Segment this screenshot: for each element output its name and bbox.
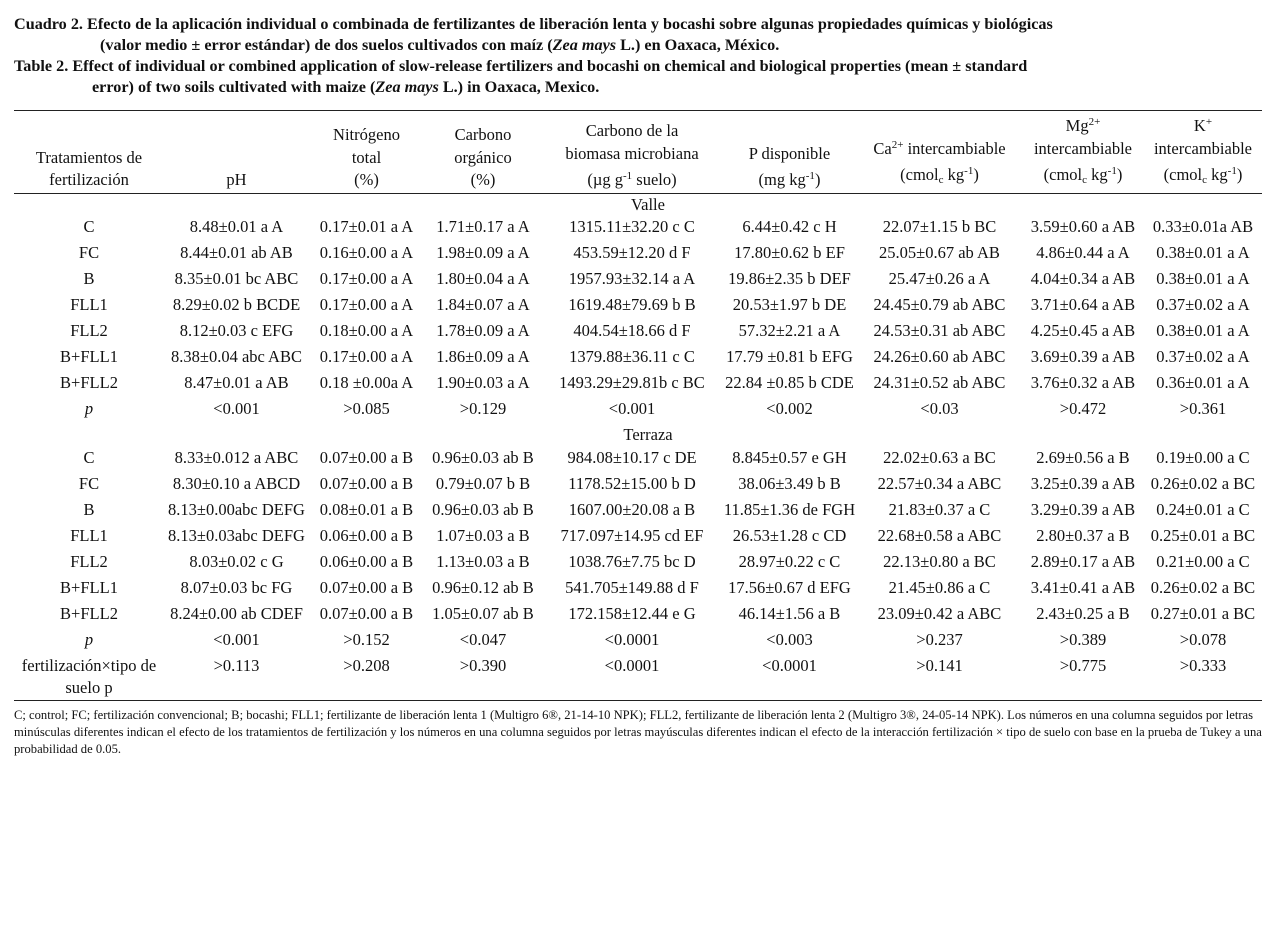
table-body	[14, 193, 1262, 700]
table-cell: 1.07±0.03 a B	[436, 525, 530, 545]
p-value-cell: >0.333	[1144, 655, 1262, 701]
table-cell: 0.08±0.01 a B	[319, 499, 414, 519]
table-row	[14, 551, 1262, 577]
row-label: B+FLL2	[60, 603, 118, 623]
table-cell: 453.59±12.20 d F	[573, 243, 691, 262]
table-cell: 0.96±0.03 ab B	[432, 499, 534, 519]
table-row	[14, 577, 1262, 603]
caption-text: Efecto de la aplicación individual o combinada de fertilizantes de liberación lenta y bocashi sobre algunas propiedades químicas y biológicas	[87, 15, 1053, 33]
table-cell: 0.26±0.02 a BC	[1150, 473, 1256, 493]
table-cell: 25.47±0.26 a A	[888, 269, 991, 288]
table-row	[14, 294, 1262, 320]
table-cell: 21.45±0.86 a C	[888, 577, 991, 597]
table-cell: 1.13±0.03 a B	[436, 551, 530, 571]
header-organic-carbon: Carbono orgánico (%)	[424, 111, 542, 194]
p-value-cell: <0.003	[766, 629, 813, 649]
table-cell: 0.17±0.00 a A	[319, 347, 414, 366]
table-row	[14, 525, 1262, 551]
row-label: fertilización×tipo de suelo p	[14, 655, 164, 701]
table-cell: 0.37±0.02 a A	[1156, 347, 1250, 366]
table-cell: 2.89±0.17 a AB	[1030, 551, 1136, 571]
table-cell: 1315.11±32.20 c C	[569, 217, 695, 236]
table-cell: 20.53±1.97 b DE	[732, 295, 847, 314]
caption-english	[14, 56, 1262, 98]
table-cell: 0.16±0.00 a A	[319, 243, 414, 262]
row-label: p	[84, 399, 94, 418]
table-cell: 717.097±14.95 cd EF	[560, 525, 704, 545]
p-value-cell: >0.078	[1179, 629, 1227, 649]
row-label: C	[83, 217, 95, 236]
table-cell: 1379.88±36.11 c C	[569, 347, 695, 366]
table-cell: 0.17±0.00 a A	[319, 295, 414, 314]
table-cell: 17.79 ±0.81 b EFG	[726, 347, 853, 366]
table-cell: 0.36±0.01 a A	[1156, 373, 1250, 392]
header-calcium: $Ca^{2+}$ intercambiable (cmol$_c$ $kg^{-1}$)	[857, 111, 1022, 194]
row-label: B+FLL1	[60, 347, 118, 366]
table-cell: 8.33±0.012 a ABC	[174, 447, 299, 467]
table-cell: 11.85±1.36 de FGH	[723, 499, 856, 519]
p-value-cell: >0.208	[309, 655, 424, 701]
table-cell: 4.04±0.34 a AB	[1030, 269, 1136, 288]
table-cell: 2.69±0.56 a B	[1036, 447, 1130, 467]
caption-text: L.) en Oaxaca, México.	[616, 36, 780, 54]
table-cell: 8.44±0.01 ab AB	[180, 243, 293, 262]
row-label: B	[83, 499, 95, 519]
table-cell: 8.845±0.57 e GH	[732, 447, 847, 467]
p-value-cell: >0.361	[1179, 399, 1227, 418]
table-cell: 22.13±0.80 a BC	[883, 551, 996, 571]
table-cell: 4.86±0.44 a A	[1036, 243, 1130, 262]
table-cell: 0.27±0.01 a BC	[1150, 603, 1256, 623]
table-cell: 0.07±0.00 a B	[319, 447, 414, 467]
table-cell: 3.69±0.39 a AB	[1030, 347, 1136, 366]
table-cell: 0.07±0.00 a B	[319, 577, 414, 597]
p-value-cell: >0.141	[857, 655, 1022, 701]
header-row	[14, 111, 1262, 194]
p-value-cell: <0.0001	[604, 629, 660, 649]
data-table	[14, 110, 1262, 701]
table-cell: 8.24±0.00 ab CDEF	[170, 603, 303, 623]
p-value-cell: >0.472	[1059, 399, 1107, 418]
table-cell: 46.14±1.56 a B	[738, 603, 841, 623]
row-label: B+FLL1	[60, 577, 118, 597]
table-row	[14, 242, 1262, 268]
table-cell: 6.44±0.42 c H	[742, 217, 837, 236]
row-label: B+FLL2	[60, 373, 118, 392]
table-row	[14, 268, 1262, 294]
table-cell: 0.25±0.01 a BC	[1150, 525, 1256, 545]
p-value-cell: >0.085	[343, 399, 390, 418]
table-cell: 0.26±0.02 a BC	[1150, 577, 1256, 597]
p-value-cell: <0.0001	[722, 655, 857, 701]
p-value-cell: <0.0001	[542, 655, 722, 701]
table-cell: 22.57±0.34 a ABC	[877, 473, 1002, 493]
table-cell: 57.32±2.21 a A	[738, 321, 841, 340]
table-row	[14, 603, 1262, 629]
row-label: p	[84, 629, 94, 649]
table-cell: 8.29±0.02 b BCDE	[172, 295, 301, 314]
caption-text: L.) in Oaxaca, Mexico.	[438, 78, 600, 96]
table-cell: 17.80±0.62 b EF	[734, 243, 845, 262]
table-cell: 4.25±0.45 a AB	[1030, 321, 1136, 340]
table-cell: 0.19±0.00 a C	[1156, 447, 1250, 467]
table-cell: 0.21±0.00 a C	[1156, 551, 1250, 571]
p-value-cell: >0.113	[164, 655, 309, 701]
table-cell: 0.24±0.01 a C	[1156, 499, 1250, 519]
table-cell: 22.84 ±0.85 b CDE	[725, 373, 854, 392]
section-label: Terraza	[623, 425, 673, 444]
table-cell: 8.47±0.01 a AB	[184, 373, 289, 392]
table-cell: 0.96±0.03 ab B	[432, 447, 534, 467]
row-label: FC	[78, 243, 100, 262]
table-cell: 0.37±0.02 a A	[1156, 295, 1250, 314]
section-row	[14, 193, 1262, 216]
table-cell: 22.02±0.63 a BC	[883, 447, 996, 467]
header-phosphorus: P disponible (mg $kg^{-1}$)	[722, 111, 857, 194]
table-row	[14, 473, 1262, 499]
row-label: C	[83, 447, 95, 467]
header-potassium: K+ intercambiable (cmol$_c$ $kg^{-1}$)	[1144, 111, 1262, 194]
table-cell: 1957.93±32.14 a A	[568, 269, 696, 288]
table-cell: 24.31±0.52 ab ABC	[873, 373, 1006, 392]
table-cell: 1.80±0.04 a A	[436, 269, 530, 288]
header-microbial-carbon: Carbono de la biomasa microbiana (µg $g^{-1}$ suelo)	[542, 111, 722, 194]
section-label: Valle	[631, 194, 665, 214]
table-cell: 541.705±149.88 d F	[565, 577, 699, 597]
table-cell: 3.76±0.32 a AB	[1030, 373, 1136, 392]
p-value-cell: >0.775	[1022, 655, 1144, 701]
table-cell: 19.86±2.35 b DEF	[728, 269, 851, 288]
table-cell: 984.08±10.17 c DE	[567, 447, 697, 467]
p-value-cell: <0.03	[920, 399, 959, 418]
p-value-cell: <0.001	[213, 399, 260, 418]
table-container	[14, 14, 1262, 758]
row-label: FLL2	[70, 321, 108, 340]
table-cell: 22.07±1.15 b BC	[882, 217, 997, 236]
row-label: FLL2	[70, 551, 108, 571]
table-row	[14, 216, 1262, 242]
table-cell: 8.13±0.00abc DEFG	[168, 499, 305, 519]
header-treatment: Tratamientos de fertilización	[14, 111, 164, 194]
table-cell: 8.38±0.04 abc ABC	[171, 347, 302, 366]
table-cell: 24.26±0.60 ab ABC	[873, 347, 1006, 366]
table-cell: 1607.00±20.08 a B	[568, 499, 696, 519]
table-cell: 0.17±0.01 a A	[319, 217, 414, 236]
table-cell: 2.43±0.25 a B	[1036, 603, 1130, 623]
table-cell: 3.41±0.41 a AB	[1030, 577, 1136, 597]
table-cell: 1.05±0.07 ab B	[432, 603, 534, 623]
table-row	[14, 447, 1262, 473]
table-cell: 1493.29±29.81b c BC	[559, 373, 705, 392]
table-cell: 2.80±0.37 a B	[1036, 525, 1130, 545]
table-cell: 8.07±0.03 bc FG	[180, 577, 293, 597]
table-cell: 8.12±0.03 c EFG	[179, 321, 294, 340]
table-cell: 0.38±0.01 a A	[1156, 269, 1250, 288]
table-cell: 25.05±0.67 ab AB	[879, 243, 1000, 262]
row-label: B	[83, 269, 95, 288]
table-row	[14, 320, 1262, 346]
table-cell: 0.38±0.01 a A	[1156, 321, 1250, 340]
footnote: C; control; FC; fertilización convencional; B; bocashi; FLL1; fertilizante de liberación lenta 1 (Multigro 6®, 21-14-10 NPK); FLL2, fertilizante de liberación lenta 2 (Multigro 3®, 24-05-14 NPK). Los números en una columna seguidos por letras minúsculas diferentes indican el efecto de los tratamientos de fertilización y los números en una columna seguidos por letras mayúsculas diferentes indican el efecto de la interacción fertilización × tipo de suelo con base en la prueba de Tukey a una probabilidad de 0.05.	[14, 707, 1262, 756]
p-value-cell: >0.390	[424, 655, 542, 701]
p-value-row	[14, 398, 1262, 424]
table-cell: 3.25±0.39 a AB	[1030, 473, 1136, 493]
table-row	[14, 372, 1262, 398]
table-cell: 404.54±18.66 d F	[573, 321, 691, 340]
species-name: Zea mays	[375, 78, 439, 96]
table-cell: 0.18±0.00 a A	[319, 321, 414, 340]
table-cell: 1.84±0.07 a A	[436, 295, 530, 314]
table-cell: 0.17±0.00 a A	[319, 269, 414, 288]
table-cell: 8.48±0.01 a A	[189, 217, 284, 236]
table-cell: 3.71±0.64 a AB	[1030, 295, 1136, 314]
table-cell: 0.79±0.07 b B	[435, 473, 531, 493]
header-magnesium: $Mg^{2+}$ intercambiable (cmol$_c$ $kg^{-1}$)	[1022, 111, 1144, 194]
p-value-row	[14, 655, 1262, 701]
p-value-cell: >0.152	[343, 629, 390, 649]
table-cell: 1178.52±15.00 b D	[568, 473, 696, 493]
table-cell: 0.06±0.00 a B	[319, 551, 414, 571]
table-cell: 0.06±0.00 a B	[319, 525, 414, 545]
table-cell: 3.29±0.39 a AB	[1030, 499, 1136, 519]
table-cell: 26.53±1.28 c CD	[732, 525, 847, 545]
table-cell: 21.83±0.37 a C	[888, 499, 991, 519]
caption-spanish	[14, 14, 1262, 56]
table-cell: 1.78±0.09 a A	[436, 321, 530, 340]
table-cell: 172.158±12.44 e G	[568, 603, 696, 623]
table-cell: 8.03±0.02 c G	[189, 551, 284, 571]
table-cell: 1619.48±79.69 b B	[568, 295, 696, 314]
row-label: FLL1	[70, 295, 108, 314]
p-value-cell: <0.002	[766, 399, 813, 418]
table-cell: 8.13±0.03abc DEFG	[168, 525, 305, 545]
table-cell: 24.45±0.79 ab ABC	[873, 295, 1006, 314]
table-cell: 1038.76±7.75 bc D	[568, 551, 696, 571]
table-row	[14, 499, 1262, 525]
table-cell: 1.86±0.09 a A	[436, 347, 530, 366]
table-cell: 22.68±0.58 a ABC	[877, 525, 1002, 545]
table-cell: 1.90±0.03 a A	[436, 373, 530, 392]
table-cell: 0.96±0.12 ab B	[432, 577, 534, 597]
table-cell: 17.56±0.67 d EFG	[728, 577, 851, 597]
header-ph: pH	[164, 111, 309, 194]
caption-label: Table 2.	[14, 57, 69, 75]
table-cell: 8.30±0.10 a ABCD	[172, 473, 301, 493]
table-cell: 28.97±0.22 c C	[738, 551, 841, 571]
p-value-cell: <0.001	[608, 399, 656, 418]
table-cell: 1.98±0.09 a A	[436, 243, 530, 262]
table-cell: 0.33±0.01a AB	[1152, 217, 1254, 236]
table-cell: 0.38±0.01 a A	[1156, 243, 1250, 262]
table-cell: 0.18 ±0.00a A	[319, 373, 414, 392]
p-value-cell: >0.237	[916, 629, 963, 649]
table-cell: 8.35±0.01 bc ABC	[174, 269, 299, 288]
table-cell: 24.53±0.31 ab ABC	[873, 321, 1006, 340]
species-name: Zea mays	[552, 36, 617, 54]
table-cell: 1.71±0.17 a A	[436, 217, 530, 236]
table-cell: 3.59±0.60 a AB	[1030, 217, 1136, 236]
row-label: FC	[78, 473, 100, 493]
p-value-cell: >0.389	[1059, 629, 1107, 649]
table-cell: 0.07±0.00 a B	[319, 603, 414, 623]
header-nitrogen: Nitrógeno total (%)	[309, 111, 424, 194]
caption-text: (valor medio ± error estándar) de dos suelos cultivados con maíz (	[100, 36, 553, 54]
p-value-cell: <0.001	[213, 629, 260, 649]
p-value-row	[14, 629, 1262, 655]
table-cell: 0.07±0.00 a B	[319, 473, 414, 493]
p-value-cell: <0.047	[459, 629, 507, 649]
caption-text: error) of two soils cultivated with maize (	[92, 78, 376, 96]
table-cell: 38.06±3.49 b B	[738, 473, 841, 493]
section-row	[14, 424, 1262, 447]
caption-label: Cuadro 2.	[14, 15, 83, 33]
p-value-cell: >0.129	[459, 399, 507, 418]
table-row	[14, 346, 1262, 372]
table-cell: 23.09±0.42 a ABC	[877, 603, 1002, 623]
caption-text: Effect of individual or combined application of slow-release fertilizers and bocashi on chemical and biological properties (mean ± standard	[72, 57, 1028, 75]
row-label: FLL1	[70, 525, 108, 545]
